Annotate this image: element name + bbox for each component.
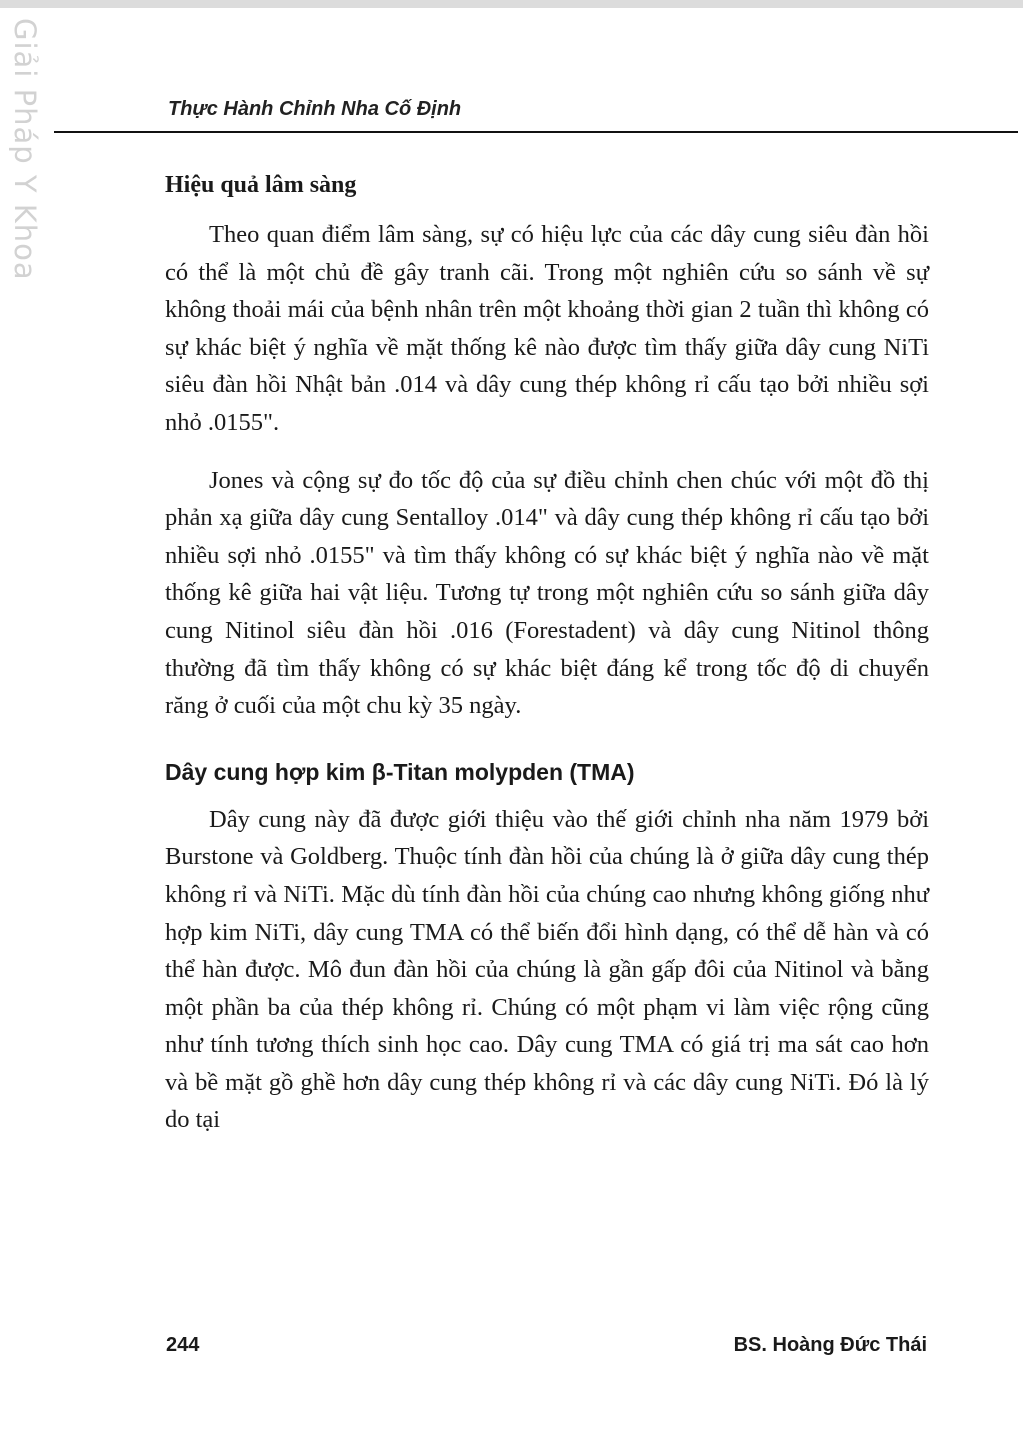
page-content: [165, 168, 929, 1159]
page-number: 244: [166, 1334, 200, 1356]
section-heading-tma-wire: Dây cung hợp kim β-Titan molypden (TMA): [165, 758, 635, 785]
top-edge-strip: [0, 0, 1023, 8]
running-header: Thực Hành Chỉnh Nha Cố Định: [168, 98, 462, 120]
paragraph: Theo quan điểm lâm sàng, sự có hiệu lực của các dây cung siêu đàn hồi có thể là một chủ đề gây tranh cãi. Trong một nghiên cứu so sánh về sự không thoải mái của bệnh nhân trên một khoảng thời gian 2 tuần thì không có sự khác biệt ý nghĩa về mặt thống kê nào được tìm thấy giữa dây cung NiTi siêu đàn hồi Nhật bản .014 và dây cung thép không rỉ cấu tạo bởi nhiều sợi nhỏ .0155".: [165, 221, 929, 436]
paragraph: Dây cung này đã được giới thiệu vào thế giới chỉnh nha năm 1979 bởi Burstone và Goldberg. Thuộc tính đàn hồi của chúng là ở giữa dây cung thép không rỉ và NiTi. Mặc dù tính đàn hồi của chúng cao nhưng không giống như hợp kim NiTi, dây cung TMA có thể biến đổi hình dạng, có thể dễ hàn và có thể hàn được. Mô đun đàn hồi của chúng là gần gấp đôi của Nitinol và bằng một phần ba của thép không rỉ. Chúng có một phạm vi làm việc rộng cũng như tính tương thích sinh học cao. Dây cung TMA có giá trị ma sát cao hơn và bề mặt gồ ghề hơn dây cung thép không rỉ và các dây cung NiTi. Đó là lý do tại: [165, 805, 929, 1134]
header-rule: [54, 131, 1018, 133]
watermark: Giải Pháp Y Khoa: [8, 18, 42, 281]
paragraph: Jones và cộng sự đo tốc độ của sự điều chỉnh chen chúc với một đồ thị phản xạ giữa dây cung Sentalloy .014" và dây cung thép không rỉ cấu tạo bởi nhiều sợi nhỏ .0155" và tìm thấy không có sự khác biệt ý nghĩa nào về mặt thống kê giữa hai vật liệu. Tương tự trong một nghiên cứu so sánh giữa dây cung Nitinol siêu đàn hồi .016 (Forestadent) và dây cung Nitinol thông thường đã tìm thấy không có sự khác biệt đáng kể trong tốc độ di chuyển răng ở cuối của một chu kỳ 35 ngày.: [165, 466, 929, 720]
section-heading-clinical-efficacy: Hiệu quả lâm sàng: [165, 172, 357, 198]
author-name: BS. Hoàng Đức Thái: [733, 1334, 927, 1356]
